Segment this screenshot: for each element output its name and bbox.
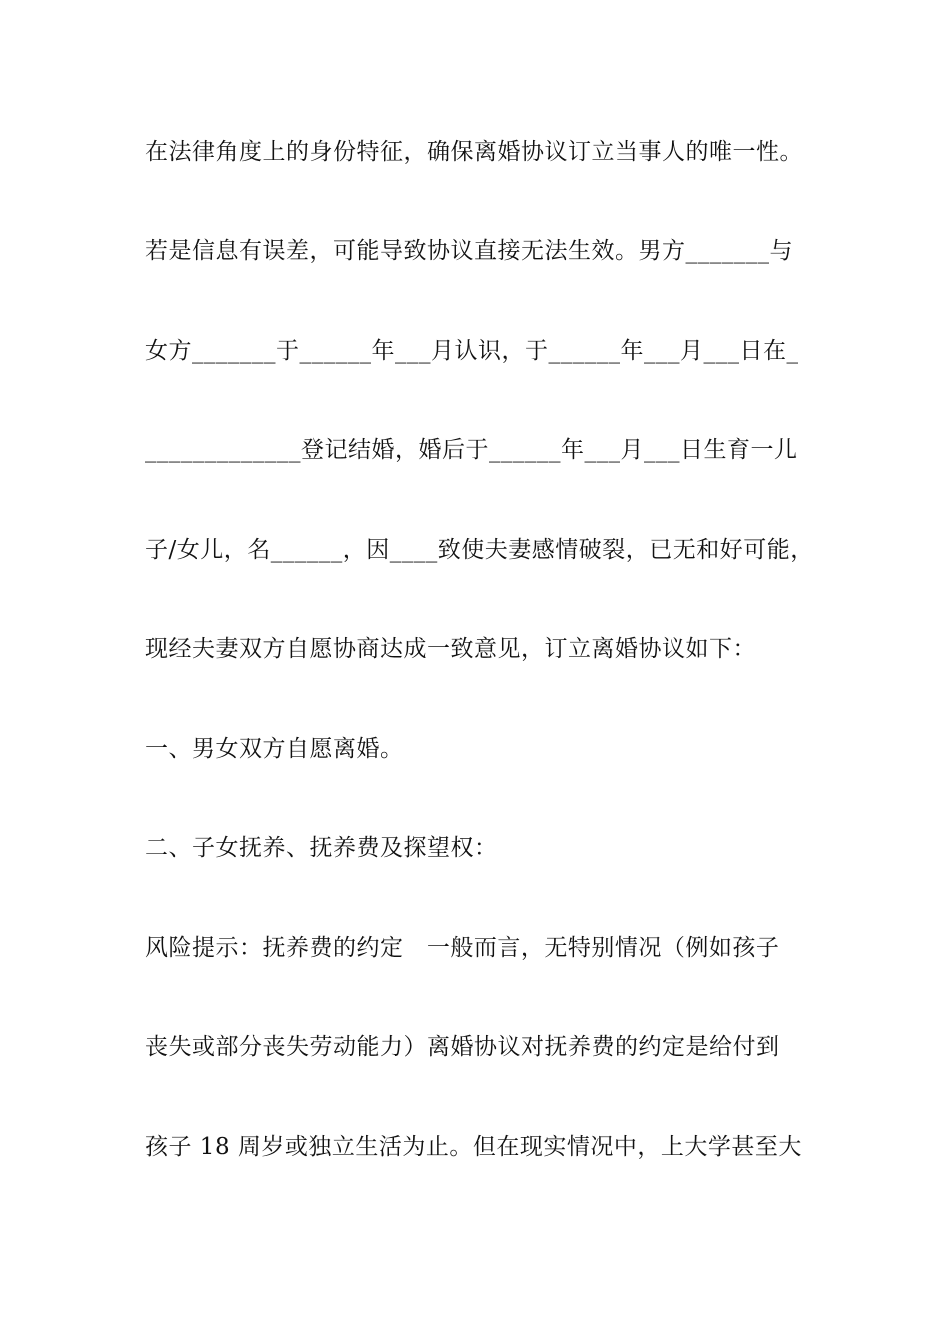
section-heading: 二、子女抚养、抚养费及探望权：: [145, 835, 498, 861]
text-line: 在法律角度上的身份特征，确保离婚协议订立当事人的唯一性。: [145, 139, 803, 165]
text-line: _____________登记结婚，婚后于______年___月___日生育一儿: [145, 437, 798, 463]
text-line: 风险提示：抚养费的约定 一般而言，无特别情况（例如孩子: [145, 935, 780, 961]
text-line: 女方_______于______年___月认识，于______年___月___日在_: [145, 338, 799, 364]
text-line: 若是信息有误差，可能导致协议直接无法生效。男方_______与: [145, 238, 793, 264]
text-line: 丧失或部分丧失劳动能力）离婚协议对抚养费的约定是给付到: [145, 1034, 780, 1060]
text-line: 孩子 18 周岁或独立生活为止。但在现实情况中，上大学甚至大: [145, 1134, 802, 1160]
text-line: 现经夫妻双方自愿协商达成一致意见，订立离婚协议如下：: [145, 636, 756, 662]
text-line: 子/女儿，名______，因____致使夫妻感情破裂，已无和好可能，: [145, 537, 814, 563]
section-heading: 一、男女双方自愿离婚。: [145, 736, 404, 762]
